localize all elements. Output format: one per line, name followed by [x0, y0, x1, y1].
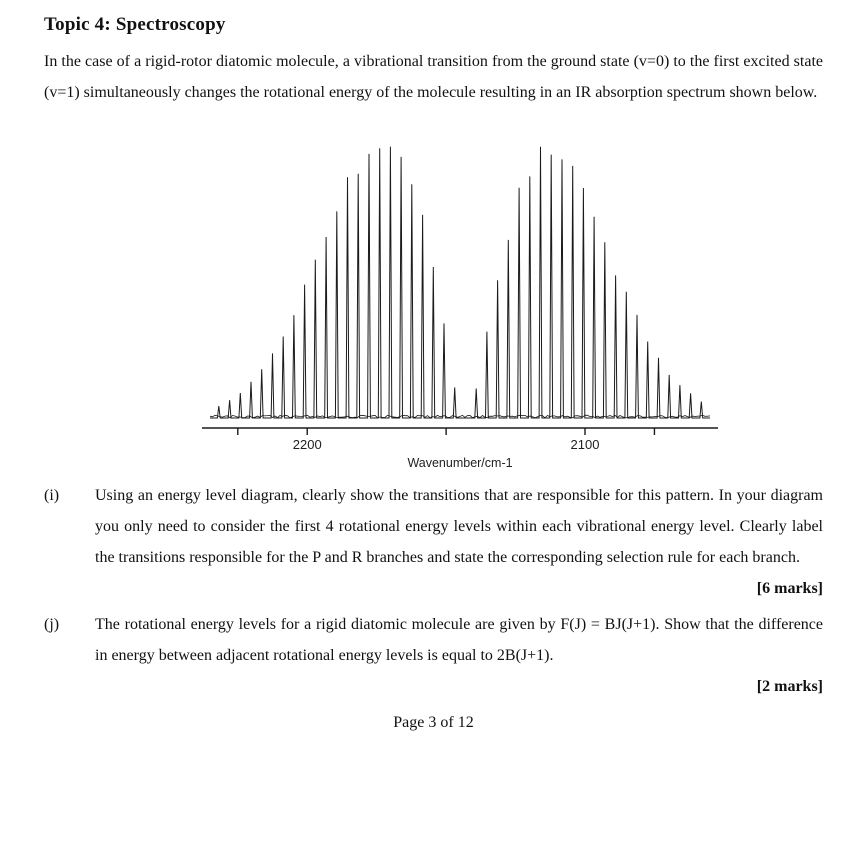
- question-j-marks: [2 marks]: [756, 678, 823, 695]
- question-j-label: (j): [44, 616, 60, 633]
- page-title: Topic 4: Spectroscopy: [44, 14, 226, 35]
- question-i-text: Using an energy level diagram, clearly show the transitions that are responsible for this pattern. In your diagram you only need to consider the first 4 rotational energy levels within each vibrational energy level. Clearly label the transitions responsible for the P and R branches and state the corresponding selection rule for each branch.: [95, 487, 823, 566]
- question-j-text: The rotational energy levels for a rigid diatomic molecule are given by F(J) = BJ(J+1). Show that the difference in energy between adjacent rotational energy levels is equal to 2B(J+1).: [95, 616, 823, 664]
- intro-paragraph: In the case of a rigid-rotor diatomic molecule, a vibrational transition from the ground state (v=0) to the first excited state (v=1) simultaneously changes the rotational energy of the molecule resulting in an IR absorption spectrum shown below.: [44, 53, 823, 101]
- ir-spectrum-figure: [200, 132, 720, 470]
- question-list: [44, 480, 823, 702]
- question-i-marks: [6 marks]: [756, 580, 823, 597]
- question-i-label: (i): [44, 487, 60, 504]
- x-axis-label: Wavenumber/cm-1: [407, 456, 513, 470]
- page-number: Page 3 of 12: [393, 714, 474, 731]
- question-j: [44, 609, 823, 702]
- ir-spectrum-plot: [200, 132, 720, 456]
- svg-text:2100: 2100: [570, 437, 600, 452]
- question-i: [44, 480, 823, 604]
- svg-text:2200: 2200: [292, 437, 322, 452]
